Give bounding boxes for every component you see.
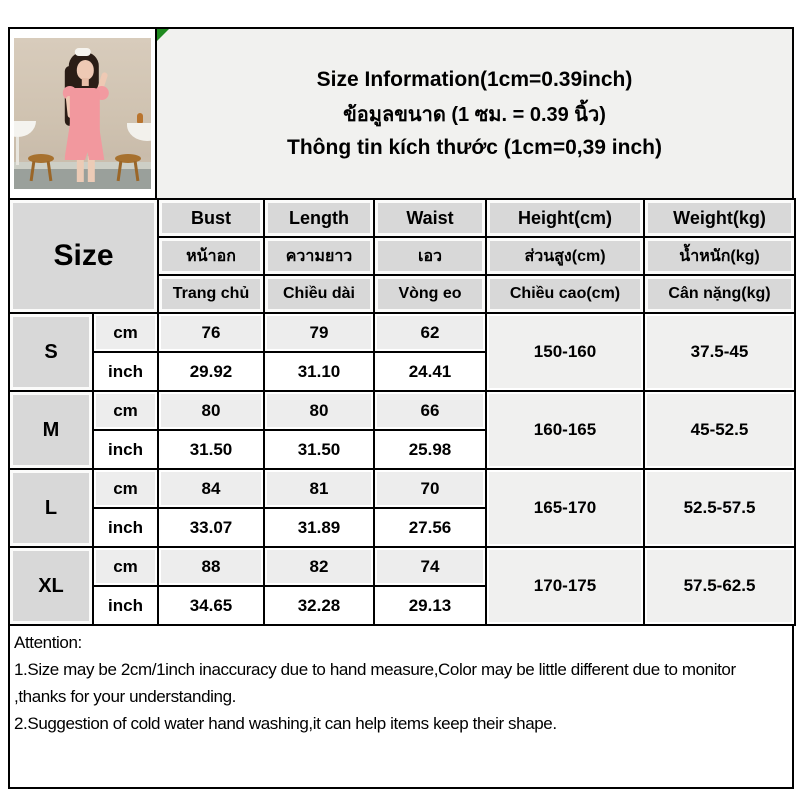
photo-model: [50, 50, 120, 182]
green-corner-marker: [157, 29, 169, 41]
length-inch-value: 32.28: [264, 586, 374, 625]
product-image-cell: [10, 29, 157, 198]
length-header-en: Length: [264, 199, 374, 237]
bust-cm-value: 80: [158, 391, 264, 430]
weight-header-en: Weight(kg): [644, 199, 795, 237]
waist-inch-value: 27.56: [374, 508, 486, 547]
bust-cm-value: 84: [158, 469, 264, 508]
size-row-label: XL: [9, 547, 93, 625]
bust-inch-value: 29.92: [158, 352, 264, 391]
waist-inch-value: 24.41: [374, 352, 486, 391]
bust-inch-value: 31.50: [158, 430, 264, 469]
length-inch-value: 31.10: [264, 352, 374, 391]
photo-counter-left: [14, 121, 36, 137]
title-english: Size Information(1cm=0.39inch): [316, 67, 633, 91]
model-hair-bow: [74, 48, 90, 56]
bust-inch-value: 34.65: [158, 586, 264, 625]
attention-note-2: 2.Suggestion of cold water hand washing,it can help items keep their shape.: [14, 714, 557, 733]
model-dress-skirt: [64, 124, 104, 160]
waist-header-vi: Vòng eo: [374, 275, 486, 313]
length-cm-value: 79: [264, 313, 374, 352]
attention-box: [8, 624, 794, 789]
size-row-label: L: [9, 469, 93, 547]
photo-counter-right: [127, 123, 151, 141]
product-photo: [14, 38, 151, 189]
weight-range-value: 37.5-45: [644, 313, 795, 391]
waist-inch-value: 29.13: [374, 586, 486, 625]
bust-header-vi: Trang chủ: [158, 275, 264, 313]
unit-label-inch: inch: [93, 352, 158, 391]
length-inch-value: 31.50: [264, 430, 374, 469]
height-range-value: 165-170: [486, 469, 644, 547]
attention-note-1: 1.Size may be 2cm/1inch inaccuracy due to hand measure,Color may be little different due to monitor ,thanks for your understanding.: [14, 660, 736, 706]
height-range-value: 160-165: [486, 391, 644, 469]
bust-cm-value: 76: [158, 313, 264, 352]
height-header-th: ส่วนสูง(cm): [486, 237, 644, 275]
length-cm-value: 81: [264, 469, 374, 508]
photo-vase: [137, 113, 143, 123]
unit-label-cm: cm: [93, 547, 158, 586]
waist-header-th: เอว: [374, 237, 486, 275]
unit-label-cm: cm: [93, 469, 158, 508]
length-inch-value: 31.89: [264, 508, 374, 547]
title-thai: ข้อมูลขนาด (1 ซม. = 0.39 นิ้ว): [343, 103, 606, 126]
height-header-vi: Chiều cao(cm): [486, 275, 644, 313]
top-section: [8, 27, 794, 200]
waist-header-en: Waist: [374, 199, 486, 237]
attention-heading: Attention:: [14, 633, 82, 652]
size-row-label: S: [9, 313, 93, 391]
height-range-value: 150-160: [486, 313, 644, 391]
waist-cm-value: 66: [374, 391, 486, 430]
size-column-header: Size: [9, 199, 158, 313]
weight-header-vi: Cân nặng(kg): [644, 275, 795, 313]
bust-header-en: Bust: [158, 199, 264, 237]
waist-cm-value: 70: [374, 469, 486, 508]
size-row-label: M: [9, 391, 93, 469]
waist-cm-value: 62: [374, 313, 486, 352]
height-header-en: Height(cm): [486, 199, 644, 237]
unit-label-cm: cm: [93, 313, 158, 352]
weight-range-value: 57.5-62.5: [644, 547, 795, 625]
title-vietnamese: Thông tin kích thước (1cm=0,39 inch): [287, 135, 662, 159]
bust-inch-value: 33.07: [158, 508, 264, 547]
size-table: [8, 198, 796, 626]
bust-header-th: หน้าอก: [158, 237, 264, 275]
unit-label-inch: inch: [93, 508, 158, 547]
length-cm-value: 80: [264, 391, 374, 430]
length-header-th: ความยาว: [264, 237, 374, 275]
photo-counter-left-leg: [16, 137, 19, 165]
model-neck: [81, 78, 88, 86]
bust-cm-value: 88: [158, 547, 264, 586]
height-range-value: 170-175: [486, 547, 644, 625]
waist-cm-value: 74: [374, 547, 486, 586]
waist-inch-value: 25.98: [374, 430, 486, 469]
unit-label-inch: inch: [93, 586, 158, 625]
weight-header-th: น้ำหนัก(kg): [644, 237, 795, 275]
length-cm-value: 82: [264, 547, 374, 586]
length-header-vi: Chiều dài: [264, 275, 374, 313]
unit-label-inch: inch: [93, 430, 158, 469]
unit-label-cm: cm: [93, 391, 158, 430]
model-face: [76, 60, 93, 80]
weight-range-value: 52.5-57.5: [644, 469, 795, 547]
content: [8, 27, 794, 789]
title-cell: [157, 29, 792, 198]
weight-range-value: 45-52.5: [644, 391, 795, 469]
